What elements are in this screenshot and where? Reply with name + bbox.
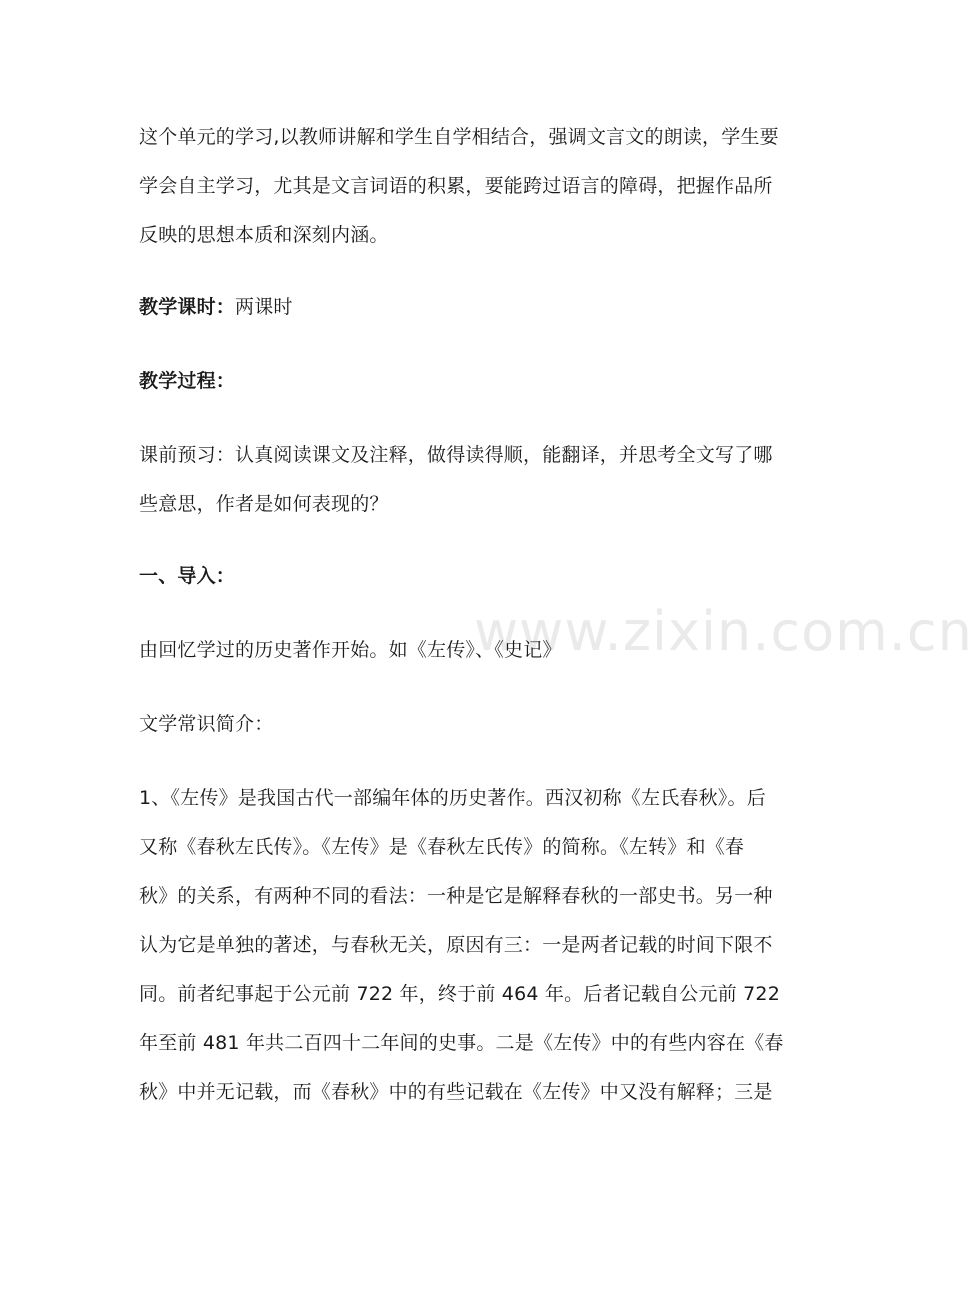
literature-line-3: 秋》的关系，有两种不同的看法：一种是它是解释春秋的一部史书。另一种 [139,885,773,907]
literature-line-5: 同。前者纪事起于公元前 722 年，终于前 464 年。后者记载自公元前 722 [139,983,780,1005]
literature-heading: 文学常识简介： [139,713,274,735]
literature-line-6: 年至前 481 年共二百四十二年间的史事。二是《左传》中的有些内容在《春 [139,1032,784,1054]
teaching-hours-value: 两课时 [235,296,293,318]
literature-line-4: 认为它是单独的著述，与春秋无关，原因有三：一是两者记载的时间下限不 [139,934,773,956]
section-1-text: 由回忆学过的历史著作开始。如《左传》、《史记》 [139,639,562,661]
intro-line-3: 反映的思想本质和深刻内涵。 [139,224,389,246]
literature-line-7: 秋》中并无记载，而《春秋》中的有些记载在《左传》中又没有解释；三是 [139,1081,773,1103]
teaching-hours-row [139,294,293,320]
literature-line-1: 1、《左传》是我国古代一部编年体的历史著作。西汉初称《左氏春秋》。后 [139,787,766,809]
watermark-text: www.zixin.com.cn [474,600,973,663]
preview-line-1: 课前预习：认真阅读课文及注释，做得读得顺，能翻译，并思考全文写了哪 [139,444,773,466]
intro-line-1: 这个单元的学习,以教师讲解和学生自学相结合，强调文言文的朗读，学生要 [139,126,779,148]
teaching-hours-label: 教学课时： [139,296,236,318]
section-1-heading: 一、导入： [139,565,236,587]
preview-line-2: 些意思，作者是如何表现的？ [139,493,389,515]
literature-line-2: 又称《春秋左氏传》。《左传》是《春秋左氏传》的简称。《左转》和《春 [139,836,745,858]
intro-line-2: 学会自主学习，尤其是文言词语的积累，要能跨过语言的障碍，把握作品所 [139,175,773,197]
teaching-process-heading: 教学过程： [139,370,236,392]
